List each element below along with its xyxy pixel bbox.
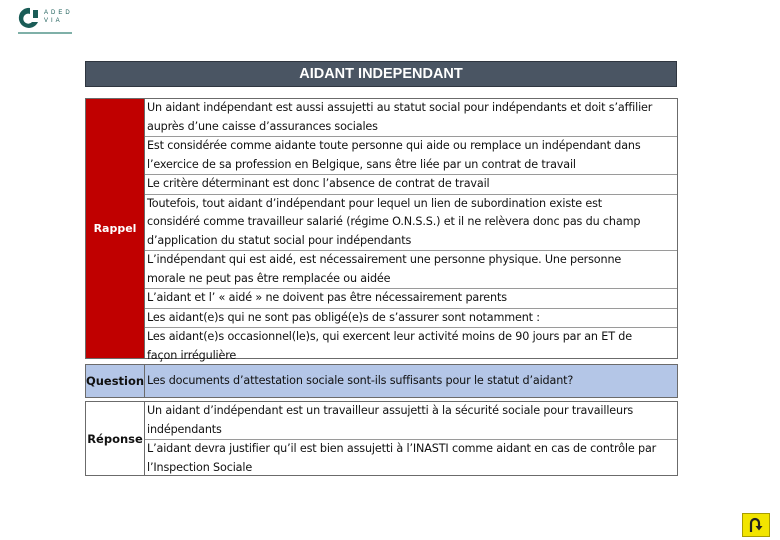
reponse-row [145,440,677,477]
row-line: façon irrégulière [147,348,237,362]
row-line: indépendants [147,422,222,436]
row-line: l’exercice de sa profession en Belgique, sans être liée par un contrat de travail [147,157,576,171]
rappel-row [145,175,677,195]
question-text: Les documents d’attestation sociale sont-ils suffisants pour le statut d’aidant? [147,373,574,387]
logo-tagline-bar [18,32,72,34]
row-line: d’application du statut social pour indépendants [147,233,412,247]
u-turn-arrow-icon [747,517,765,533]
reponse-section [85,401,678,476]
rappel-row [145,99,677,137]
row-line: morale ne peut pas être remplacée ou aidée [147,271,391,285]
reponse-rows [145,402,677,475]
row-line: Un aidant indépendant est aussi assujetti au statut social pour indépendants et doit s’affilier [147,101,653,114]
row-line: L’aidant et l’ « aidé » ne doivent pas être nécessairement parents [147,291,507,304]
logo-text: ADED VIA [44,10,73,24]
logo-mark-icon [16,6,40,32]
row-line: Les aidant(e)s qui ne sont pas obligé(e)s de s’assurer sont notamment : [147,310,540,324]
question-section [85,364,678,398]
row-line: Est considérée comme aidante toute personne qui aide ou remplace un indépendant dans [147,139,641,152]
rappel-row [145,328,677,365]
rappel-row [145,289,677,309]
row-line: considéré comme travailleur salarié (régime O.N.S.S.) et il ne relèvera donc pas du champ [147,215,641,228]
rappel-rows [145,99,677,362]
row-line: Un aidant d’indépendant est un travailleur assujetti à la sécurité sociale pour travailleurs [147,404,634,417]
row-line: L’indépendant qui est aidé, est nécessairement une personne physique. Une personne [147,253,622,266]
row-line: Toutefois, tout aidant d’indépendant pour lequel un lien de subordination existe est [147,196,603,210]
question-label: Question [86,365,145,397]
return-button[interactable] [742,513,770,537]
rappel-row [145,195,677,252]
rappel-label: Rappel [86,99,145,358]
row-line: auprès d’une caisse d’assurances sociales [147,119,378,133]
reponse-row [145,402,677,440]
rappel-section [85,98,678,362]
company-logo [16,6,86,38]
row-line: Les aidant(e)s occasionnel(le)s, qui exercent leur activité moins de 90 jours par an ET de [147,330,632,343]
question-rows [145,365,677,397]
rappel-row [145,309,677,329]
row-line: L’aidant devra justifier qu’il est bien assujetti à l’INASTI comme aidant en cas de contrôle par [147,442,657,455]
rappel-row [145,137,677,175]
rappel-row [145,251,677,289]
reponse-label: Réponse [86,402,145,475]
page-title: AIDANT INDEPENDANT [85,61,677,87]
row-line: Le critère déterminant est donc l’absence de contrat de travail [147,177,490,190]
row-line: l’Inspection Sociale [147,460,253,474]
